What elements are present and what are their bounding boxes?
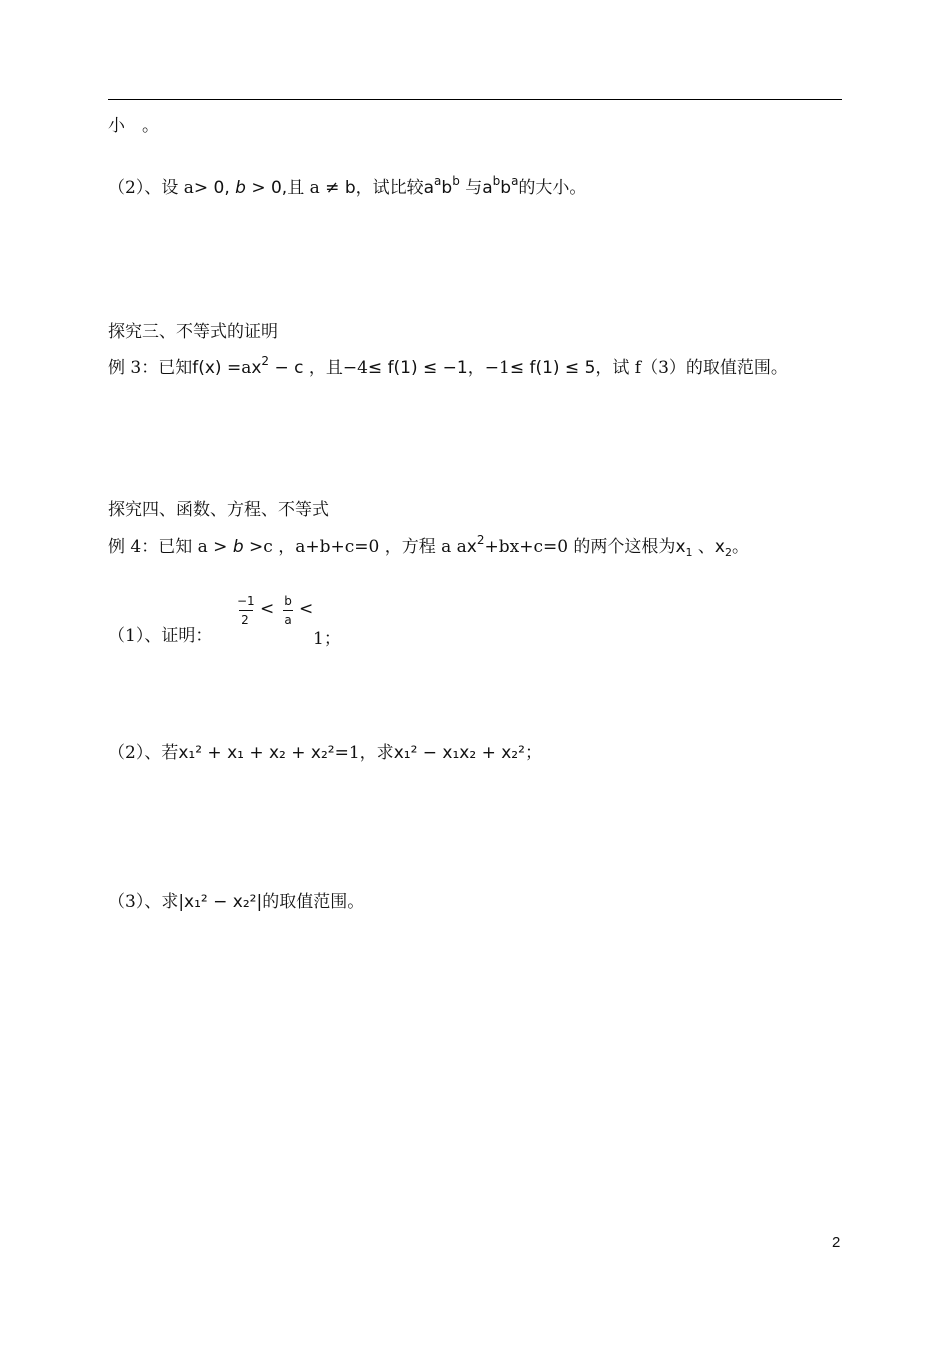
- frac2-numerator: b: [284, 594, 292, 608]
- q2-compare: ，试比较: [355, 178, 424, 198]
- p2-find-expr: x₁² − x₁x₂ + x₂²: [393, 743, 525, 763]
- ex3-minus-c: − c: [269, 358, 304, 378]
- frac2-bar: [283, 610, 293, 611]
- q2-b: b: [235, 178, 246, 198]
- p3-suffix: 的取值范围。: [262, 892, 365, 912]
- ex4-x: x: [466, 537, 477, 557]
- q2-cond1: > 0,: [193, 178, 236, 198]
- example-3: [108, 356, 788, 381]
- ex4-prefix: 例 4：已知 a: [108, 537, 208, 557]
- q2-expr1-exp2: b: [452, 174, 460, 188]
- q2-and: 且 a: [287, 178, 320, 198]
- q2-expr2-base1: a: [482, 178, 493, 198]
- text-line-top: [108, 114, 159, 138]
- ex4-x2: x: [714, 537, 725, 557]
- q2-expr1-exp1: a: [434, 174, 442, 188]
- ex4-x1-sub: 1: [685, 546, 693, 559]
- ex3-fx: f(x) =: [192, 358, 242, 378]
- ex3-ineq2: ≤ f(1) ≤ 5: [509, 358, 596, 378]
- frac1-denominator: 2: [241, 613, 249, 627]
- q2-suffix: 的大小。: [518, 178, 587, 198]
- p2-end: ；: [524, 743, 542, 763]
- ex4-end: 。: [731, 537, 749, 557]
- section-3-heading: [108, 320, 278, 344]
- p1-lt1: <: [260, 599, 275, 619]
- ex3-ineq1: ≤ f(1) ≤ −1: [367, 358, 468, 378]
- frac2-denominator: a: [284, 613, 292, 627]
- fragment-text: 小 。: [108, 116, 159, 136]
- p1-lt2: <: [299, 599, 314, 619]
- frac1-bar: [239, 610, 253, 611]
- p1-label: （1）、证明：: [108, 626, 213, 646]
- q2-neq: ≠ b: [319, 178, 356, 198]
- ex3-a: a: [241, 358, 252, 378]
- part-1-label: [108, 624, 212, 648]
- ex4-c: c ，a+b+c=0 ，方程 a a: [263, 537, 467, 557]
- p2-eq: =1，求: [334, 743, 394, 763]
- q2-expr1-base1: a: [423, 178, 435, 198]
- section-4-title: 探究四、函数、方程、不等式: [108, 500, 329, 520]
- section-3-title: 探究三、不等式的证明: [108, 322, 278, 342]
- ex4-gt2: >: [243, 537, 264, 557]
- ex3-exp: 2: [261, 354, 270, 368]
- example-4: [108, 535, 749, 561]
- header-rule: [108, 99, 842, 100]
- question-2: [108, 176, 586, 201]
- q2-with: 与: [459, 178, 483, 198]
- page-number: 2: [832, 1234, 841, 1251]
- part-3: [108, 890, 364, 914]
- q2-cond2: > 0,: [245, 178, 288, 198]
- p2-label: （2）、若: [108, 743, 179, 763]
- ex4-x2-sub: 2: [724, 546, 732, 559]
- ex4-gt1: >: [207, 537, 233, 557]
- frac1-numerator: −1: [237, 594, 255, 608]
- q2-expr2-exp1: b: [492, 174, 501, 188]
- part-1-tail: [313, 627, 341, 651]
- p1-inequality: [237, 592, 314, 638]
- ex4-rest: +bx+c=0 的两个这根为: [484, 537, 676, 557]
- ex4-x1: x: [675, 537, 686, 557]
- ex3-mid2: ，−1: [467, 358, 510, 378]
- q2-expr1-base2: b: [441, 178, 453, 198]
- part-2: [108, 741, 542, 765]
- q2-prefix: （2）、设 a: [108, 178, 194, 198]
- p3-expr: |x₁² − x₂²|: [178, 892, 263, 912]
- p1-tail: 1；: [313, 629, 341, 649]
- p2-given-expr: x₁² + x₁ + x₂ + x₂²: [178, 743, 335, 763]
- section-4-heading: [108, 498, 329, 522]
- q2-expr2-exp2: a: [511, 174, 519, 188]
- ex3-suffix: ，试 f（3）的取值范围。: [595, 358, 788, 378]
- ex3-x: x: [251, 358, 262, 378]
- p3-label: （3）、求: [108, 892, 179, 912]
- ex4-exp: 2: [476, 533, 485, 547]
- ex4-sep: 、: [692, 537, 715, 557]
- ex4-b: b: [232, 537, 244, 557]
- ex3-mid1: ，且−4: [303, 358, 368, 378]
- q2-expr2-base2: b: [500, 178, 512, 198]
- ex3-prefix: 例 3：已知: [108, 358, 193, 378]
